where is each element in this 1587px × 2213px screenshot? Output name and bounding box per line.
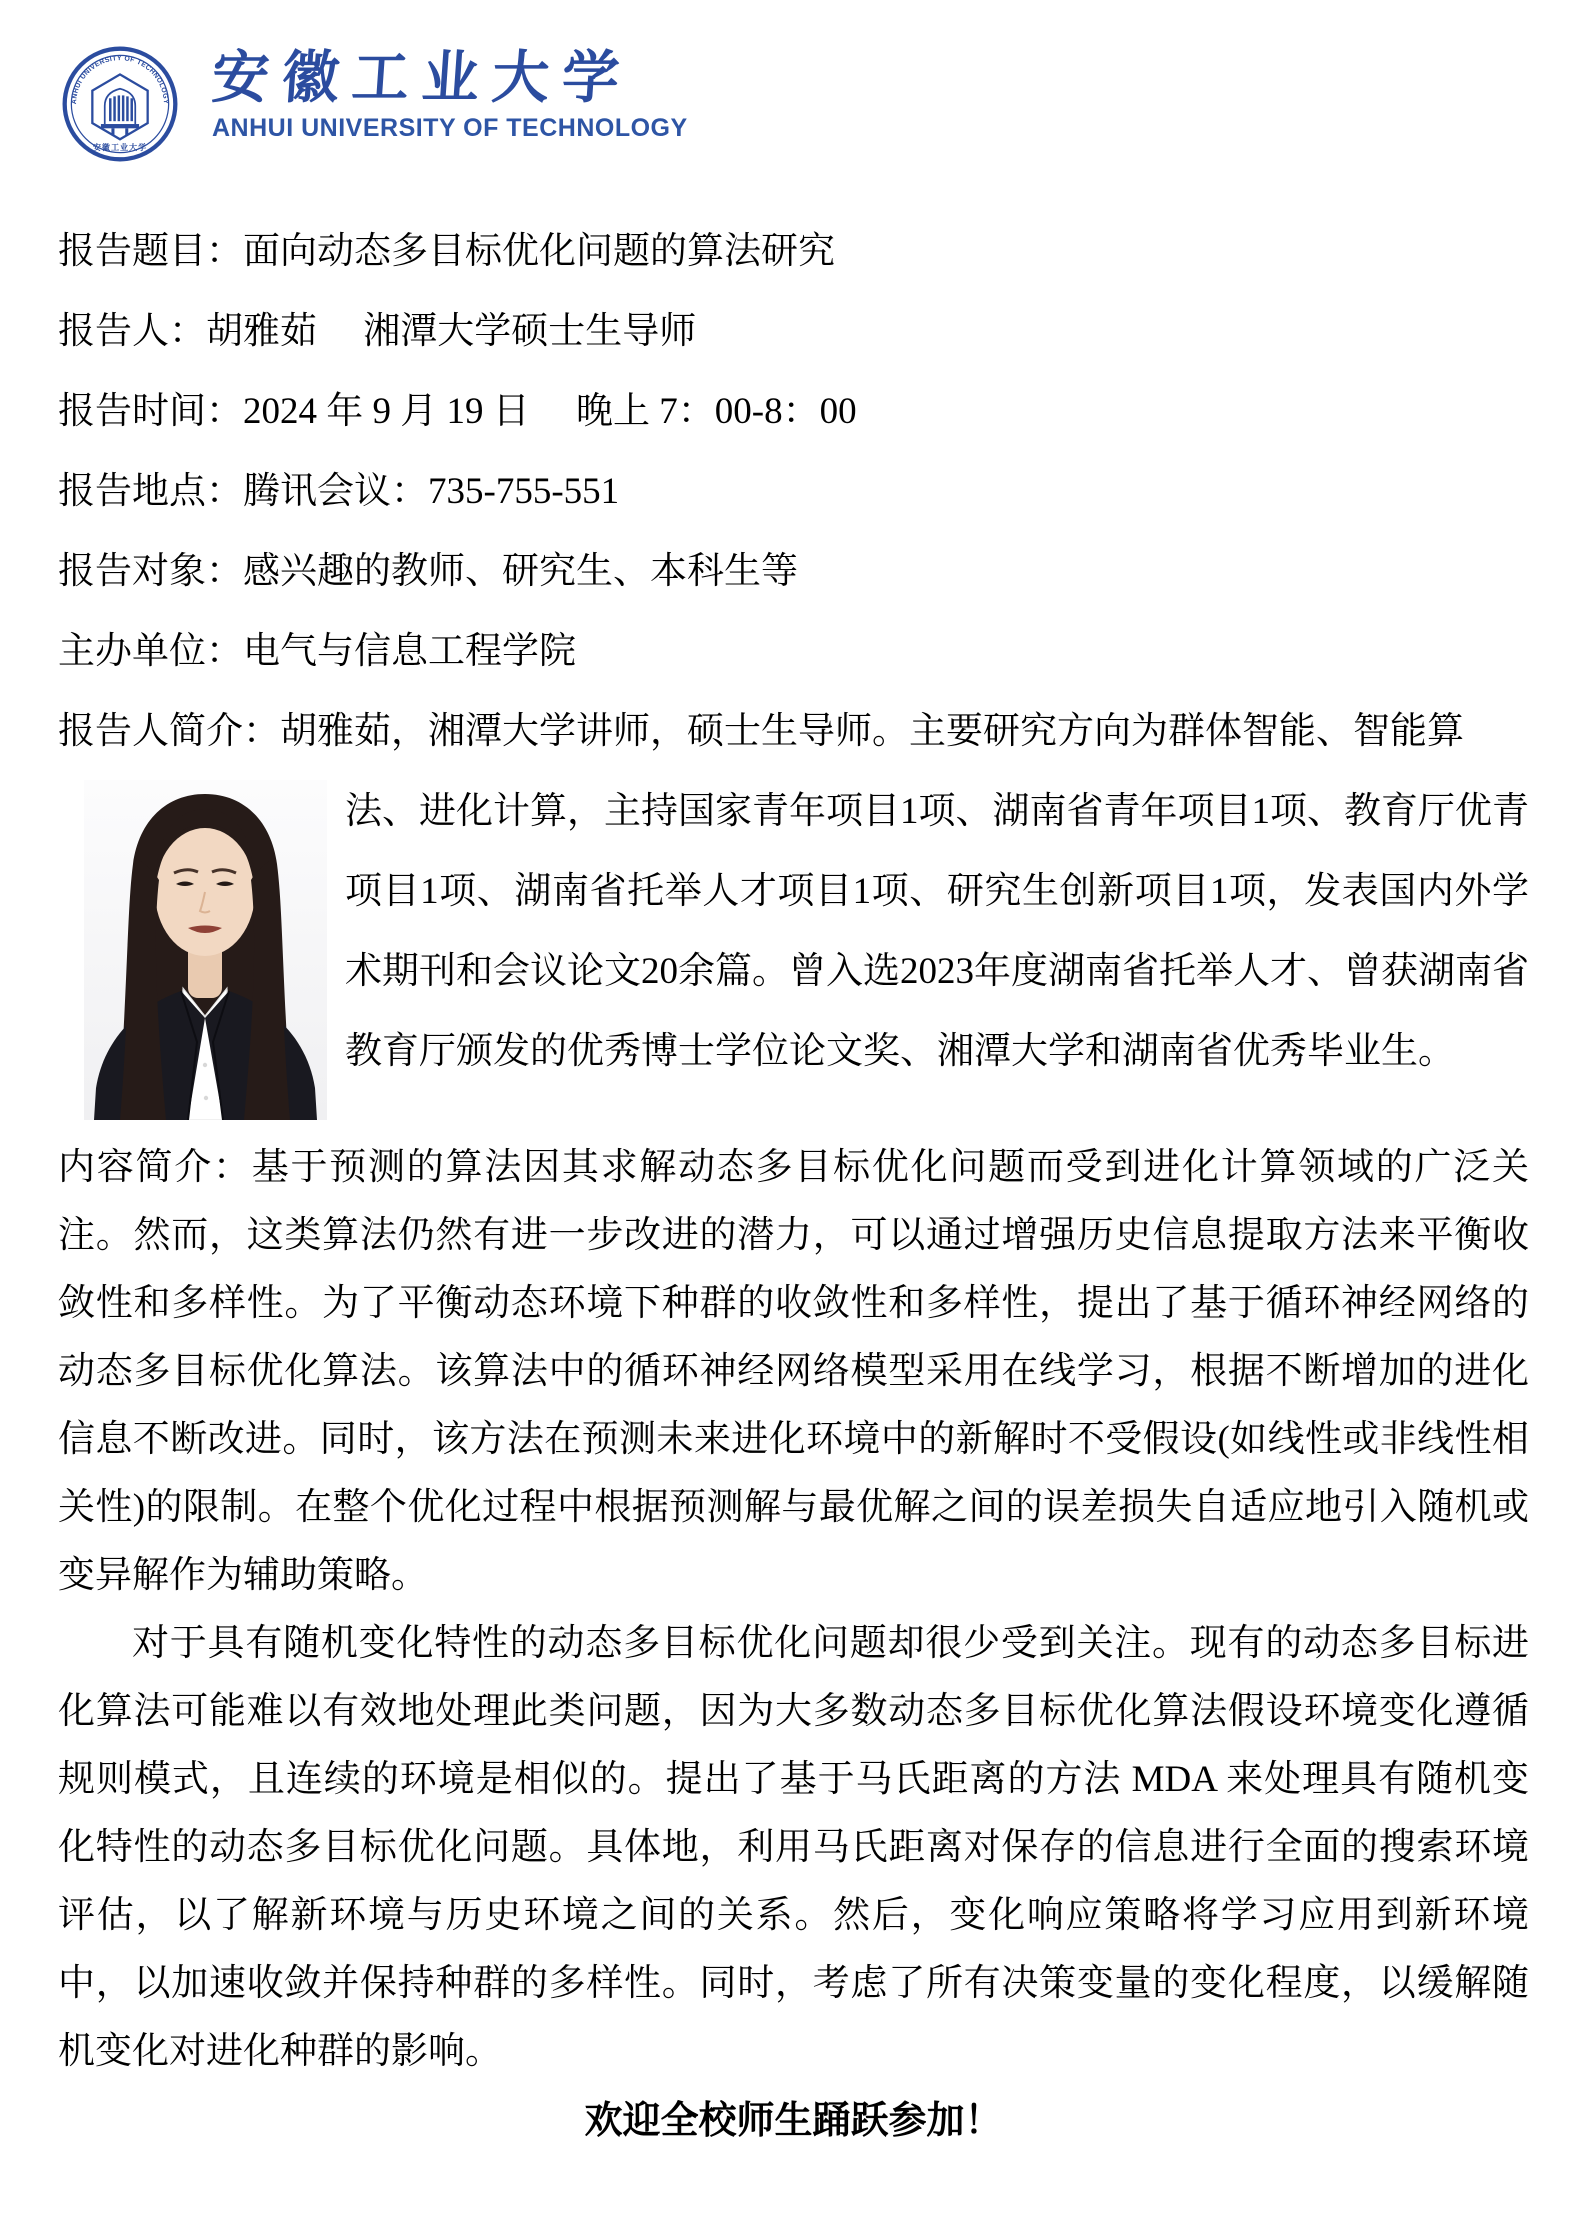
abstract-paragraph-1: 内容简介：基于预测的算法因其求解动态多目标优化问题而受到进化计算领域的广泛关注。然而，这类算法仍然有进一步改进的潜力，可以通过增强历史信息提取方法来平衡收敛性和多样性。为了平衡动态环境下种群的收敛性和多样性，提出了基于循环神经网络的动态多目标优化算法。该算法中的循环神经网络模型采用在线学习，根据不断增加的进化信息不断改进。同时，该方法在预测未来进化环境中的新解时不受假设(如线性或非线性相关性)的限制。在整个优化过程中根据预测解与最优解之间的误差损失自适应地引入随机或变异解作为辅助策略。: [58, 1147, 1529, 1596]
university-header: [58, 42, 1529, 172]
seal-arc-text: ANHUI UNIVERSITY OF TECHNOLOGY: [71, 55, 169, 105]
speaker-bio-section: [58, 692, 1529, 1120]
university-name-english: ANHUI UNIVERSITY OF TECHNOLOGY: [212, 113, 688, 142]
report-title-line: 报告题目：面向动态多目标优化问题的算法研究: [58, 231, 835, 272]
report-audience-line: 报告对象：感兴趣的教师、研究生、本科生等: [58, 551, 798, 592]
university-name-chinese: 安徽工业大学: [209, 47, 635, 110]
bio-first-line: 报告人简介：胡雅茹，湘潭大学讲师，硕士生导师。主要研究方向为群体智能、智能算: [58, 711, 1464, 752]
report-location-line: 报告地点：腾讯会议：735-755-551: [58, 471, 620, 512]
university-brand: [209, 42, 688, 143]
seal-bottom-text: 安徽工业大学: [92, 142, 148, 152]
welcome-line: 欢迎全校师生踊跃参加！: [584, 2100, 1003, 2142]
report-organizer-line: 主办单位：电气与信息工程学院: [58, 631, 576, 672]
face: [155, 828, 255, 956]
bio-text: 法、进化计算，主持国家青年项目1项、湖南省青年项目1项、教育厅优青项目1项、湖南省托举人才项目1项、研究生创新项目1项，发表国内外学术期刊和会议论文20余篇。曾入选2023年度湖南省托举人才、曾获湖南省教育厅颁发的优秀博士学位论文奖、湘潭大学和湖南省优秀毕业生。: [345, 791, 1529, 1072]
speaker-photo: [84, 780, 327, 1120]
abstract-paragraph-2: 对于具有随机变化特性的动态多目标优化问题却很少受到关注。现有的动态多目标进化算法可能难以有效地处理此类问题，因为大多数动态多目标优化算法假设环境变化遵循规则模式，且连续的环境是相似的。提出了基于马氏距离的方法 MDA 来处理具有随机变化特性的动态多目标优化问题。具体地，利用马氏距离对保存的信息进行全面的搜索环境评估，以了解新环境与历史环境之间的关系。然后，变化响应策略将学习应用到新环境中，以加速收敛并保持种群的多样性。同时，考虑了所有决策变量的变化程度，以缓解随机变化对进化种群的影响。: [58, 1623, 1529, 2072]
bio-body: [58, 772, 1529, 1120]
report-info: [58, 212, 1529, 692]
report-speaker-line: 报告人：胡雅茹 湘潭大学硕士生导师: [58, 311, 697, 352]
abstract-section: [58, 1134, 1529, 2086]
university-seal-logo: [58, 42, 182, 166]
report-time-line: 报告时间：2024 年 9 月 19 日 晚上 7：00-8：00: [58, 391, 857, 432]
